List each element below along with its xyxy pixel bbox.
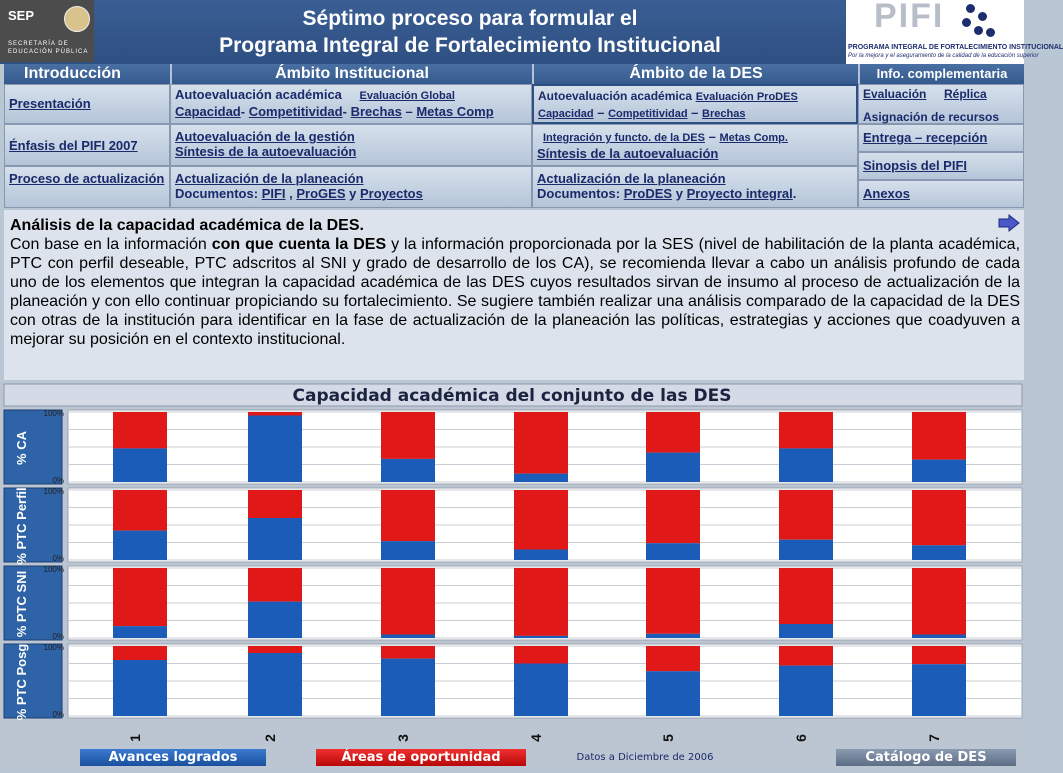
bar-achieved bbox=[248, 518, 302, 560]
bar-opportunity bbox=[779, 646, 833, 666]
bar-opportunity bbox=[514, 490, 568, 550]
nav-enfasis[interactable] bbox=[4, 124, 170, 166]
pifi-caption-2: Por la mejora y el aseguramiento de la calidad de la educación superior bbox=[848, 53, 1039, 59]
pifi-caption-1: PROGRAMA INTEGRAL DE FORTALECIMIENTO INSTITUCIONAL bbox=[848, 44, 1063, 51]
panel-label: % PTC Perfil bbox=[14, 487, 29, 565]
nav-des-integracion: Integración y functo. de la DES – Metas Comp. Síntesis de la autoevaluación bbox=[532, 124, 858, 166]
inst-y-label: y bbox=[349, 186, 357, 201]
nav-proceso-link[interactable]: Proceso de actualización bbox=[9, 171, 165, 186]
capacity-chart bbox=[0, 382, 1024, 768]
y-tick-0: 0% bbox=[52, 632, 64, 641]
inst-competitividad-link[interactable]: Competitividad bbox=[248, 104, 343, 119]
inst-autoeval-label: Autoevaluación académica bbox=[175, 87, 342, 102]
bar-opportunity bbox=[779, 490, 833, 540]
bar-achieved bbox=[381, 635, 435, 639]
nav-info-sinopsis[interactable] bbox=[858, 152, 1024, 180]
inst-pifi-link[interactable]: PIFI bbox=[261, 186, 286, 201]
nav-info-entrega[interactable] bbox=[858, 124, 1024, 152]
chart-title: Capacidad académica del conjunto de las DES bbox=[292, 386, 732, 406]
nav-inst-autoeval: Autoevaluación académica Evaluación Global Capacidad- Competitividad- Brechas – Metas Comp bbox=[170, 84, 532, 124]
info-replica-link[interactable]: Réplica bbox=[943, 87, 987, 101]
inst-capacidad-link[interactable]: Capacidad bbox=[175, 104, 241, 119]
x-tick-label: 4 bbox=[528, 734, 544, 742]
inst-actualizacion-link[interactable]: Actualización de la planeación bbox=[175, 171, 364, 186]
nav-des-autoeval: Autoevaluación académica Evaluación ProDES Capacidad – Competitividad – Brechas bbox=[532, 84, 858, 124]
des-capacidad-link[interactable]: Capacidad bbox=[538, 108, 594, 120]
y-tick-0: 0% bbox=[52, 476, 64, 485]
x-tick-label: 2 bbox=[262, 734, 278, 742]
bar-opportunity bbox=[248, 646, 302, 653]
bar-opportunity bbox=[779, 412, 833, 448]
bar-achieved bbox=[514, 550, 568, 561]
sep-logo-subtitle bbox=[8, 40, 88, 56]
des-documentos-label: Documentos: bbox=[537, 186, 621, 201]
content-paragraph-2: y la información proporcionada por la SES (nivel de habilitación de la planta académica, PTC con perfil deseable, PTC adscritos al SNI y grado de desarrollo de los CA), se recomienda llevar a cabo un análisis profundo de cada uno de los elementos que integran la capacidad académica de las DES cuyos resultados sirvan de insumo al proceso de actualización de la planeación y con ello continuar propiciando su fortalecimiento. Se sugiere también realizar una análisis comparado de la capacidad de la DES con otras de la institución para identificar en la fase de actualización de la planeación las políticas, estrategias y acciones que coadyuven a mejorar su posición en el contexto institucional. bbox=[10, 236, 1021, 348]
bar-opportunity bbox=[113, 568, 167, 626]
sep-subtitle-2: EDUCACIÓN PÚBLICA bbox=[8, 49, 89, 55]
nav-enfasis-link[interactable]: Énfasis del PIFI 2007 bbox=[9, 138, 138, 153]
bar-achieved bbox=[113, 448, 167, 482]
bar-opportunity bbox=[113, 412, 167, 448]
bar-achieved bbox=[381, 541, 435, 560]
des-sintesis-link[interactable]: Síntesis de la autoevaluación bbox=[537, 146, 719, 161]
des-actualizacion-link[interactable]: Actualización de la planeación bbox=[537, 171, 726, 186]
info-anexos-link[interactable]: Anexos bbox=[863, 186, 910, 201]
inst-proges-link[interactable]: ProGES bbox=[296, 186, 346, 201]
bar-achieved bbox=[646, 634, 700, 638]
y-tick-0: 0% bbox=[52, 710, 64, 719]
panel-label: % CA bbox=[14, 431, 29, 465]
mexico-crest-icon bbox=[64, 6, 90, 32]
nav-presentacion-link[interactable]: Presentación bbox=[9, 96, 91, 111]
nav-header-institucional: Ámbito Institucional bbox=[172, 64, 532, 84]
bar-achieved bbox=[514, 474, 568, 482]
panel-label-box bbox=[4, 410, 62, 484]
inst-autoeval-gestion-link[interactable]: Autoevaluación de la gestión bbox=[175, 129, 355, 144]
bar-opportunity bbox=[113, 490, 167, 531]
bar-achieved bbox=[912, 664, 966, 716]
pifi-logo bbox=[846, 0, 1063, 64]
panel-label-box bbox=[4, 566, 62, 640]
content-paragraph-1: Con base en la información bbox=[10, 236, 212, 253]
des-y-label: y bbox=[675, 186, 683, 201]
nav-presentacion[interactable] bbox=[4, 84, 170, 124]
bar-achieved bbox=[779, 540, 833, 560]
inst-brechas-link[interactable]: Brechas bbox=[350, 104, 402, 119]
y-tick-100: 100% bbox=[43, 487, 64, 496]
bar-achieved bbox=[646, 543, 700, 560]
bar-opportunity bbox=[248, 490, 302, 518]
bar-opportunity bbox=[381, 412, 435, 459]
bar-opportunity bbox=[646, 646, 700, 671]
nav-header-des: Ámbito de la DES bbox=[534, 64, 858, 84]
bar-opportunity bbox=[912, 646, 966, 664]
bar-opportunity bbox=[514, 412, 568, 474]
bar-opportunity bbox=[381, 490, 435, 541]
des-proyecto-integral-link[interactable]: Proyecto integral bbox=[686, 186, 793, 201]
bar-achieved bbox=[381, 659, 435, 716]
des-autoeval-label: Autoevaluación académica bbox=[538, 89, 693, 103]
pifi-dot-icon bbox=[962, 18, 971, 27]
x-tick-label: 1 bbox=[127, 734, 143, 742]
des-eval-prodes-link[interactable]: Evaluación ProDES bbox=[695, 91, 798, 103]
des-integracion-link[interactable]: Integración y functo. de la DES bbox=[543, 132, 705, 144]
info-sinopsis-link[interactable]: Sinopsis del PIFI bbox=[863, 158, 968, 173]
inst-documentos-label: Documentos: bbox=[175, 186, 259, 201]
panel-label: % PTC Posg bbox=[14, 643, 29, 721]
catalogo-des-button[interactable]: Catálogo de DES bbox=[836, 749, 1016, 766]
content-heading: Análisis de la capacidad académica de la DES. bbox=[10, 217, 364, 234]
bar-opportunity bbox=[514, 646, 568, 664]
info-evaluacion-link[interactable]: Evaluación bbox=[863, 87, 927, 101]
chart-svg bbox=[0, 382, 1024, 768]
bar-achieved bbox=[381, 459, 435, 482]
pifi-dot-icon bbox=[986, 28, 995, 37]
bar-achieved bbox=[248, 653, 302, 716]
legend-areas-button[interactable]: Áreas de oportunidad bbox=[316, 749, 526, 766]
info-entrega-link[interactable]: Entrega – recepción bbox=[863, 130, 988, 145]
content-paragraph-bold: con que cuenta la DES bbox=[211, 236, 387, 253]
x-tick-label: 3 bbox=[395, 734, 411, 742]
bar-opportunity bbox=[381, 568, 435, 635]
info-asignacion-label[interactable]: Asignación de recursos bbox=[863, 110, 1000, 124]
inst-metas-link[interactable]: Metas Comp bbox=[416, 104, 494, 119]
bar-opportunity bbox=[514, 568, 568, 636]
navigation-grid bbox=[4, 64, 1024, 208]
bar-opportunity bbox=[248, 412, 302, 416]
bar-achieved bbox=[646, 453, 700, 482]
des-metas-link[interactable]: Metas Comp. bbox=[719, 132, 788, 144]
nav-info-anexos[interactable] bbox=[858, 180, 1024, 208]
pifi-dot-icon bbox=[974, 26, 983, 35]
inst-proyectos-link[interactable]: Proyectos bbox=[359, 186, 423, 201]
bar-opportunity bbox=[779, 568, 833, 624]
title-line-1: Séptimo proceso para formular el bbox=[302, 7, 638, 30]
x-tick-label: 6 bbox=[793, 734, 809, 742]
bar-opportunity bbox=[912, 412, 966, 460]
panel-label-box bbox=[4, 487, 62, 565]
bar-achieved bbox=[779, 448, 833, 482]
bar-achieved bbox=[248, 602, 302, 638]
bar-achieved bbox=[514, 664, 568, 717]
bar-opportunity bbox=[248, 568, 302, 602]
bar-opportunity bbox=[381, 646, 435, 659]
des-prodes-link[interactable]: ProDES bbox=[623, 186, 673, 201]
pifi-dot-icon bbox=[966, 4, 975, 13]
sep-logo bbox=[0, 0, 94, 62]
title-line-2: Programa Integral de Fortalecimiento Institucional bbox=[219, 34, 721, 57]
des-competitividad-link[interactable]: Competitividad bbox=[608, 108, 688, 120]
bar-achieved bbox=[646, 671, 700, 716]
y-tick-100: 100% bbox=[43, 409, 64, 418]
y-tick-100: 100% bbox=[43, 565, 64, 574]
legend-avances-button[interactable]: Avances logrados bbox=[80, 749, 266, 766]
bar-opportunity bbox=[912, 490, 966, 545]
nav-des-planeacion: Actualización de la planeación Documentos: ProDES y Proyecto integral. bbox=[532, 166, 858, 208]
data-date-label: Datos a Diciembre de 2006 bbox=[576, 752, 714, 763]
bar-opportunity bbox=[646, 490, 700, 543]
bar-achieved bbox=[113, 531, 167, 560]
bar-opportunity bbox=[646, 568, 700, 634]
content-panel bbox=[4, 210, 1024, 380]
x-tick-label: 7 bbox=[926, 734, 942, 742]
page-title bbox=[120, 5, 820, 59]
bar-opportunity bbox=[646, 412, 700, 453]
bar-opportunity bbox=[912, 568, 966, 635]
bar-achieved bbox=[248, 416, 302, 483]
nav-header-intro: Introducción bbox=[4, 64, 170, 84]
pifi-dot-icon bbox=[978, 12, 987, 21]
pifi-logo-text: PIFI bbox=[874, 0, 945, 35]
bar-achieved bbox=[779, 666, 833, 716]
sep-subtitle-1: SECRETARÍA DE bbox=[8, 41, 69, 47]
nav-inst-planeacion: Actualización de la planeación Documentos: PIFI , ProGES y Proyectos bbox=[170, 166, 532, 208]
panel-label: % PTC SNI bbox=[14, 570, 29, 638]
bar-achieved bbox=[113, 660, 167, 716]
inst-eval-global-link[interactable]: Evaluación Global bbox=[359, 90, 455, 102]
nav-header-info: Info. complementaria bbox=[860, 64, 1024, 84]
bar-achieved bbox=[912, 635, 966, 639]
next-arrow-icon[interactable] bbox=[998, 214, 1020, 232]
nav-proceso[interactable] bbox=[4, 166, 170, 208]
x-tick-label: 5 bbox=[660, 734, 676, 742]
bar-achieved bbox=[113, 626, 167, 638]
panel-label-box bbox=[4, 644, 62, 718]
bar-achieved bbox=[912, 545, 966, 560]
sep-logo-text: SEP bbox=[8, 8, 35, 23]
inst-sintesis-link[interactable]: Síntesis de la autoevaluación bbox=[175, 144, 357, 159]
nav-inst-gestion bbox=[170, 124, 532, 166]
bar-achieved bbox=[912, 460, 966, 482]
nav-info-eval bbox=[858, 84, 1024, 124]
bar-achieved bbox=[514, 636, 568, 638]
bar-achieved bbox=[779, 624, 833, 638]
y-tick-100: 100% bbox=[43, 643, 64, 652]
content-text bbox=[10, 216, 1020, 349]
bar-opportunity bbox=[113, 646, 167, 660]
y-tick-0: 0% bbox=[52, 554, 64, 563]
des-brechas-link[interactable]: Brechas bbox=[702, 108, 746, 120]
